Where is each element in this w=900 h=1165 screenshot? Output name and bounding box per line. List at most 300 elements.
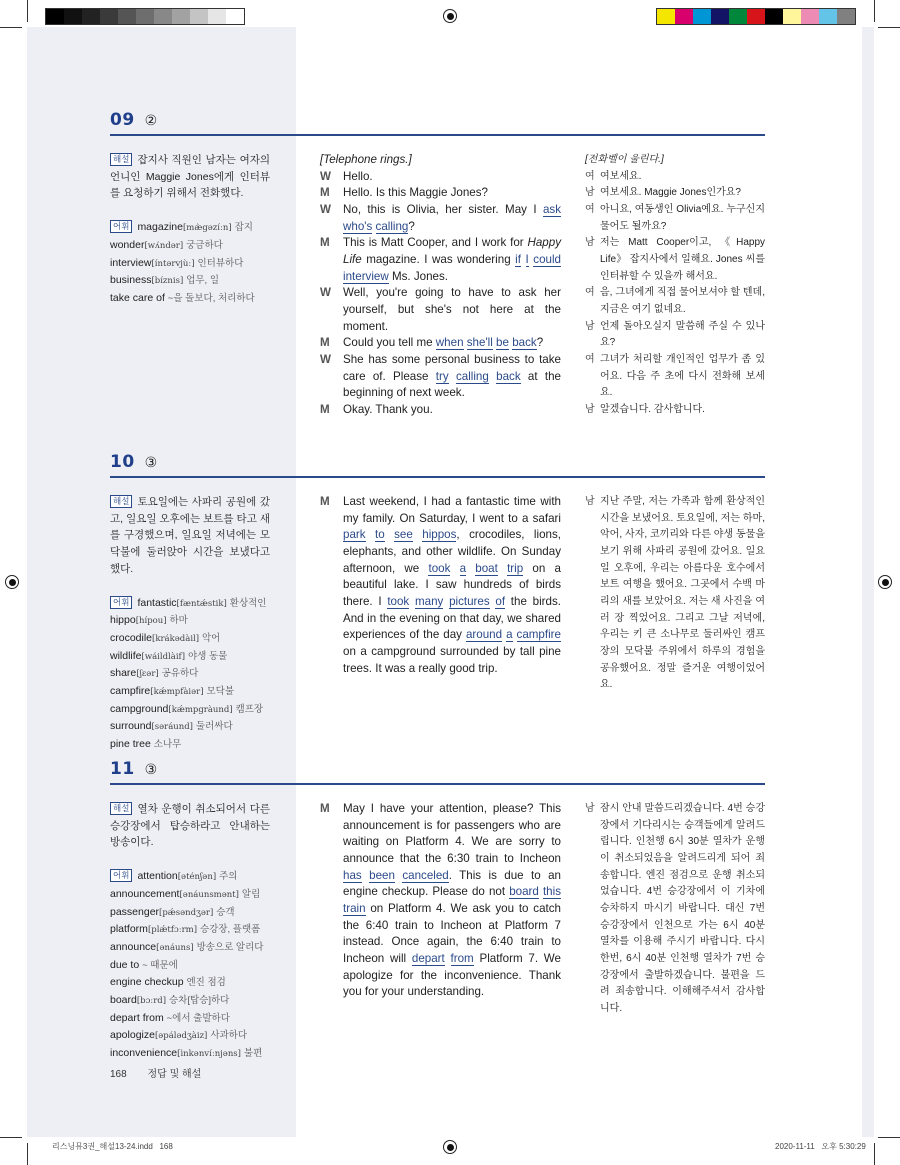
- vocab-meaning: 엔진 점검: [186, 977, 226, 989]
- translation-text: 알겠습니다. 감사합니다.: [600, 403, 705, 415]
- answer-blank-word: campfire: [516, 628, 561, 642]
- translation-line: [585, 169, 765, 186]
- color-swatch: [172, 9, 190, 24]
- vocab-meaning: 캠프장: [235, 703, 264, 715]
- explanation-tag: 해설: [110, 495, 132, 508]
- script-segment: [513, 628, 517, 641]
- answer-choice: ②: [144, 112, 158, 128]
- vocab-word: business: [110, 274, 152, 287]
- answer-blank-word: board: [509, 885, 539, 899]
- color-swatch: [82, 9, 100, 24]
- speaker-label: 남: [585, 403, 595, 415]
- translation-line: [585, 319, 765, 352]
- vocab-item: [110, 1010, 270, 1028]
- crop-mark: [0, 27, 22, 28]
- script-segment: [450, 562, 459, 575]
- explanation-column: [110, 801, 270, 1063]
- translation-line: [585, 352, 765, 402]
- question-number: 10: [110, 452, 135, 472]
- speaker-label: M: [320, 236, 330, 250]
- answer-blank-word: boat: [475, 561, 498, 575]
- answer-blank-word: of: [495, 594, 506, 608]
- script-segment: the birds. And in the evening on that day, we shared experiences of the day: [343, 594, 561, 642]
- translation-column: [585, 494, 765, 694]
- script-text: [343, 185, 561, 202]
- answer-blank-word: she'll: [466, 336, 493, 350]
- script-segment: May I have your attention, please? This announcement is for passengers who are waiting on Platform 4. We are sorry to announce that the 6:30 train to Incheon: [343, 802, 561, 865]
- translation-line: [585, 494, 765, 694]
- script-segment: [498, 562, 507, 575]
- vocab-pronunciation: [ənáunsmənt]: [179, 889, 239, 900]
- script-text: [343, 285, 561, 335]
- vocab-pronunciation: [hípou]: [135, 616, 167, 627]
- vocab-pronunciation: [əpálədʒàiz]: [154, 1031, 208, 1042]
- vocab-word: depart from: [110, 1011, 164, 1024]
- section-header: [110, 110, 765, 136]
- vocab-pronunciation: [krákədàil]: [152, 633, 200, 644]
- color-swatch: [226, 9, 244, 24]
- answer-blank-word: ask: [542, 202, 561, 216]
- answer-blank-word: took: [387, 594, 410, 608]
- vocab-meaning: 악어: [202, 632, 221, 644]
- vocab-pronunciation: [ìnkənvíːnjəns]: [177, 1049, 241, 1060]
- script-segment: ?: [408, 219, 415, 233]
- vocab-tag: 어휘: [110, 596, 132, 609]
- script-line: [320, 285, 561, 335]
- speaker-label: M: [320, 802, 330, 815]
- explanation-column: [110, 494, 270, 754]
- script-column: [320, 801, 561, 1001]
- page-footer: [110, 1065, 201, 1080]
- vocab-item: [110, 237, 270, 255]
- vocab-item: [110, 921, 270, 939]
- answer-blank-word: back: [496, 369, 521, 383]
- vocab-word: campfire: [110, 685, 151, 698]
- vocab-word: campground: [110, 702, 169, 715]
- script-text: [343, 335, 561, 352]
- color-swatch: [136, 9, 154, 24]
- crop-mark: [874, 0, 875, 22]
- color-swatch: [208, 9, 226, 24]
- vocab-word: attention: [137, 870, 178, 883]
- explanation: [110, 494, 270, 578]
- vocab-meaning: 궁금하다: [186, 239, 223, 251]
- vocab-meaning: 인터뷰하다: [197, 257, 244, 269]
- answer-blank-word: when: [435, 336, 464, 350]
- vocab-word: engine checkup: [110, 976, 184, 989]
- script-segment: at the beginning of next week.: [343, 369, 561, 400]
- vocab-word: pine tree: [110, 738, 151, 751]
- vocab-tag: 어휘: [110, 869, 132, 882]
- translation-text: [전화벨이 울린다.]: [585, 154, 664, 165]
- section-header: [110, 452, 765, 478]
- script-segment: No, this is Olivia, her sister. May I: [343, 202, 543, 216]
- vocab-meaning: 모닥불: [206, 686, 235, 698]
- script-segment: Happy Life: [343, 236, 561, 266]
- script-segment: [466, 562, 475, 575]
- vocab-item: [110, 701, 270, 719]
- script-segment: Okay. Thank you.: [343, 402, 433, 416]
- vocab-meaning: 승객: [216, 906, 235, 918]
- vocab-item: [110, 683, 270, 701]
- answer-blank-word: many: [414, 594, 444, 608]
- crop-mark: [27, 0, 28, 22]
- script-segment: on a campground surrounded by tall pine trees. It was a really good trip.: [343, 644, 561, 675]
- explanation-column: [110, 152, 270, 308]
- color-swatch: [46, 9, 64, 24]
- registration-mark-icon: [443, 9, 457, 23]
- vocab-word: take care of: [110, 291, 165, 304]
- answer-blank-word: took: [428, 561, 451, 575]
- vocab-word: announce: [110, 940, 157, 953]
- question-section: [110, 759, 765, 1060]
- speaker-label: 남: [585, 237, 595, 249]
- speaker-label: 여: [585, 353, 595, 365]
- answer-blank-word: who's: [343, 219, 373, 233]
- speaker-label: 여: [585, 203, 595, 215]
- explanation-tag: 해설: [110, 153, 132, 166]
- script-line: [320, 169, 561, 186]
- translation-text: 지난 주말, 저는 가족과 함께 환상적인 시간을 보냈어요. 토요일에, 저는 하마, 악어, 사자, 코끼리와 다른 야생 동물을 보기 위해 사파리 공원에 갔어요. 일요일 오후에, 우리는 아름다운 호수에서 보트 여행을 했어요. 그곳에서 수백 마리의 새를 보았어요. 저는 새 사진을 여러 장 찍었어요. 그리고 그날 저녁에, 우리는 키 큰 소나무로 둘러싸인 캠프장의 모닥불 주위에서 하루의 경험을 공유했어요. 정말 즐거운 여행이었어요.: [600, 496, 765, 691]
- cmyk-color-bar: [656, 8, 856, 25]
- answer-blank-word: has: [343, 868, 362, 882]
- color-swatch: [64, 9, 82, 24]
- vocab-item: [110, 957, 270, 975]
- vocab-item: [110, 868, 270, 886]
- vocab-meaning: 환상적인: [229, 597, 267, 609]
- script-line: [320, 335, 561, 352]
- speaker-label: M: [320, 402, 330, 416]
- color-swatch: [693, 9, 711, 24]
- speaker-label: 여: [585, 170, 595, 182]
- vocab-word: magazine: [137, 221, 183, 234]
- speaker-label: M: [320, 336, 330, 350]
- vocab-meaning: 승강장, 플랫폼: [199, 924, 261, 936]
- vocab-item: [110, 1027, 270, 1045]
- page-number: 168: [110, 1069, 127, 1080]
- crop-mark: [0, 1137, 22, 1138]
- section-header: [110, 759, 765, 785]
- speaker-label: M: [320, 495, 330, 508]
- answer-blank-word: around: [465, 628, 503, 642]
- vocabulary-list: [110, 868, 270, 1063]
- explanation-text: 열차 운행이 취소되어서 다른 승강장에서 탑승하라고 안내하는 방송이다.: [110, 803, 270, 849]
- vocab-pronunciation: [ənáuns]: [156, 942, 194, 953]
- script-segment: Hello.: [343, 169, 373, 183]
- vocab-item: [110, 992, 270, 1010]
- script-line: [320, 185, 561, 202]
- color-swatch: [675, 9, 693, 24]
- translation-column: [585, 801, 765, 1018]
- gray-color-bar: [45, 8, 245, 25]
- explanation-tag: 해설: [110, 802, 132, 815]
- color-swatch: [801, 9, 819, 24]
- script-text: [343, 352, 561, 402]
- translation-text: 잠시 안내 말씀드리겠습니다. 4번 승강장에서 기다리시는 승객들에게 알려드립니다. 인천행 6시 30분 열차가 운행이 취소되었음을 알려드리게 되어 죄송합니다. 엔진 점검으로 운행 취소되었습니다. 4번 승강장에서 이 기차에 승차하지 마시기 바랍니다. 대신 7번 승강장에서 인천으로 가는 6시 40분 열차를 이용해 주시기 바랍니다. 다시 한번, 6시 40분 인천행 열차가 7번 승강장에서 출발하겠습니다. 불편을 드려 죄송합니다. 이해해주셔서 감사합니다.: [600, 803, 765, 1014]
- question-section: [110, 452, 765, 751]
- script-column: [320, 494, 561, 677]
- vocab-word: board: [110, 994, 137, 1007]
- color-swatch: [819, 9, 837, 24]
- vocab-meaning: 주의: [219, 871, 238, 883]
- vocab-item: [110, 648, 270, 666]
- translation-line: [585, 801, 765, 1018]
- translation-column: [585, 152, 765, 419]
- script-segment: Last weekend, I had a fantastic time with my family. On Saturday, I went to a safari: [343, 495, 561, 525]
- vocab-word: interview: [110, 256, 152, 269]
- speaker-label: 남: [585, 320, 595, 332]
- color-swatch: [154, 9, 172, 24]
- script-column: [320, 152, 561, 419]
- vocab-pronunciation: [mæ̀gəzíːn]: [182, 223, 232, 234]
- answer-blank-word: to: [375, 528, 385, 542]
- vocab-pronunciation: [kǽmpgràund]: [168, 704, 233, 715]
- translation-text: 그녀가 처리할 개인적인 업무가 좀 있어요. 다음 주 초에 다시 전화해 보세요.: [600, 353, 765, 399]
- script-segment: Platform 7. We apologize for the inconvenience. Thank you for your understanding.: [343, 951, 561, 999]
- vocab-word: apologize: [110, 1029, 155, 1042]
- vocab-pronunciation: [pǽsəndʒər]: [159, 907, 214, 918]
- vocab-item: [110, 736, 270, 754]
- vocab-pronunciation: [ʃɛər]: [136, 669, 159, 680]
- vocab-meaning: 하마: [169, 615, 188, 627]
- crop-mark: [878, 27, 900, 28]
- script-segment: , crocodiles, lions, elephants, and other wildlife. On Sunday afternoon, we: [343, 528, 561, 575]
- translation-text: 저는 Matt Cooper이고, 《Happy Life》 잡지사에서 일해요. Jones 씨를 인터뷰할 수 있을까 해서요.: [600, 237, 765, 282]
- speaker-label: W: [320, 286, 331, 300]
- answer-blank-word: interview: [343, 269, 389, 283]
- vocab-meaning: 알림: [241, 888, 261, 900]
- script-text: [343, 801, 561, 1001]
- script-line: [320, 235, 561, 285]
- vocab-pronunciation: [kǽmpfàiər]: [150, 687, 204, 698]
- vocab-meaning: 잡지: [234, 222, 253, 234]
- script-segment: [449, 370, 456, 383]
- script-segment: Ms. Jones.: [388, 269, 449, 283]
- translation-text: 언제 돌아오실지 말씀해 주실 수 있나요?: [600, 320, 765, 349]
- answer-choice: ③: [144, 761, 158, 777]
- vocab-item: [110, 1045, 270, 1063]
- vocab-pronunciation: [íntərvjùː]: [151, 258, 195, 269]
- script-line: [320, 202, 561, 235]
- answer-blank-word: try: [435, 369, 449, 383]
- vocab-word: inconvenience: [110, 1047, 178, 1060]
- explanation-text: 잡지사 직원인 남자는 여자의 언니인 Maggie Jones에게 인터뷰를 요청하기 위해서 전화했다.: [110, 154, 270, 200]
- translation-text: 음, 그녀에게 직접 물어보셔야 할 텐데, 지금은 여기 없네요.: [600, 287, 765, 315]
- explanation: [110, 152, 270, 202]
- answer-blank-word: park: [343, 528, 366, 542]
- vocab-item: [110, 219, 270, 237]
- question-number: 09: [110, 110, 135, 130]
- script-line: [320, 402, 561, 419]
- vocab-pronunciation: [bɔːrd]: [136, 996, 167, 1007]
- vocab-item: [110, 255, 270, 273]
- vocab-item: [110, 595, 270, 613]
- explanation-text: 토요일에는 사파리 공원에 갔고, 일요일 오후에는 보트를 타고 새를 구경했으며, 일요일 저녁에는 모닥불에 둘러앉아 시간을 보냈다고 했다.: [110, 496, 270, 575]
- answer-blank-word: pictures: [449, 594, 490, 608]
- vocab-word: passenger: [110, 905, 160, 918]
- crop-mark: [878, 1137, 900, 1138]
- script-segment: on a beautiful lake. I saw hundreds of birds there. I: [343, 561, 561, 608]
- answer-blank-word: this: [542, 885, 561, 899]
- script-segment: [362, 869, 369, 882]
- vocab-meaning: 공유하다: [161, 668, 199, 680]
- answer-blank-word: been: [369, 868, 395, 882]
- speaker-label: W: [320, 169, 331, 183]
- crop-mark: [27, 1143, 28, 1165]
- translation-text: 여보세요. Maggie Jones인가요?: [600, 187, 741, 199]
- translation-line: [585, 285, 765, 318]
- script-text: [343, 202, 561, 235]
- script-segment: [445, 952, 451, 965]
- script-segment: [Telephone rings.]: [320, 153, 412, 166]
- script-segment: This is Matt Cooper, and I work for: [343, 236, 528, 250]
- script-line: [320, 801, 561, 1001]
- vocab-item: [110, 886, 270, 904]
- script-text: [343, 494, 561, 677]
- vocab-word: wildlife: [110, 649, 142, 662]
- script-segment: . This is due to an engine checkup. Please do not: [343, 868, 561, 899]
- answer-blank-word: from: [450, 951, 474, 965]
- explanation: [110, 801, 270, 851]
- vocab-item: [110, 939, 270, 957]
- speaker-label: 여: [585, 287, 595, 299]
- color-swatch: [765, 9, 783, 24]
- speaker-label: 남: [585, 803, 595, 814]
- vocab-word: share: [110, 667, 137, 680]
- vocab-word: wonder: [110, 238, 145, 251]
- translation-line: [585, 152, 765, 169]
- vocab-meaning: ~에서 출발하다: [166, 1012, 230, 1024]
- script-segment: Hello. Is this Maggie Jones?: [343, 186, 488, 200]
- speaker-label: W: [320, 202, 331, 216]
- question-section: [110, 110, 765, 416]
- translation-line: [585, 185, 765, 202]
- vocab-meaning: ~ 때문에: [142, 959, 178, 971]
- script-text: [320, 152, 561, 169]
- vocab-tag: 어휘: [110, 220, 132, 233]
- slug-timestamp: 2020-11-11 오후 5:30:29: [775, 1142, 866, 1151]
- slug-filename: 리스닝뮤3권_해설13-24.indd 168: [52, 1142, 173, 1151]
- answer-blank-word: trip: [507, 561, 524, 575]
- right-margin-strip: [862, 27, 874, 1137]
- speaker-label: 남: [585, 496, 595, 507]
- vocabulary-list: [110, 219, 270, 308]
- script-segment: [521, 253, 526, 266]
- answer-blank-word: train: [343, 901, 366, 915]
- translation-text: 여보세요.: [600, 170, 642, 182]
- vocab-item: [110, 904, 270, 922]
- vocab-meaning: 방송으로 알리다: [196, 941, 264, 953]
- translation-line: [585, 202, 765, 235]
- script-segment: [385, 528, 394, 541]
- translation-line: [585, 402, 765, 419]
- vocab-meaning: 불편: [243, 1048, 263, 1060]
- crop-mark: [874, 1143, 875, 1165]
- vocab-meaning: 야생 동물: [187, 650, 228, 662]
- vocab-meaning: 승차[탑승]하다: [168, 995, 230, 1007]
- vocab-pronunciation: [plǽtfɔːrm]: [147, 925, 198, 936]
- script-segment: ?: [536, 336, 544, 350]
- color-swatch: [118, 9, 136, 24]
- script-text: [343, 402, 561, 419]
- vocab-meaning: 사과하다: [210, 1030, 248, 1042]
- vocab-meaning: ~을 돌보다, 처리하다: [167, 292, 255, 304]
- answer-blank-word: could: [533, 252, 561, 266]
- script-segment: magazine. I was wondering: [361, 252, 516, 266]
- registration-mark-icon: [878, 575, 892, 589]
- speaker-label: W: [320, 352, 331, 366]
- vocab-pronunciation: [wʌ́ndər]: [144, 240, 184, 251]
- vocab-word: due to: [110, 958, 140, 971]
- answer-blank-word: calling: [375, 219, 409, 233]
- vocab-item: [110, 272, 270, 290]
- answer-blank-word: calling: [455, 369, 489, 383]
- color-swatch: [783, 9, 801, 24]
- vocab-item: [110, 290, 270, 308]
- color-swatch: [711, 9, 729, 24]
- speaker-label: 남: [585, 187, 595, 199]
- registration-mark-icon: [5, 575, 19, 589]
- vocab-word: crocodile: [110, 631, 153, 644]
- question-number: 11: [110, 759, 135, 779]
- script-segment: She has some personal business to take care of. Please: [343, 352, 561, 383]
- color-swatch: [100, 9, 118, 24]
- script-line: [320, 352, 561, 402]
- vocab-meaning: 둘러싸다: [195, 721, 233, 733]
- speaker-label: M: [320, 186, 330, 200]
- vocab-pronunciation: [fæntǽstik]: [176, 598, 227, 609]
- vocabulary-list: [110, 595, 270, 754]
- vocab-word: hippo: [110, 614, 136, 627]
- answer-blank-word: depart: [411, 951, 445, 965]
- color-swatch: [657, 9, 675, 24]
- script-segment: [413, 528, 422, 541]
- script-line: [320, 494, 561, 677]
- vocab-meaning: 업무, 일: [186, 275, 220, 287]
- vocab-word: surround: [110, 720, 152, 733]
- vocab-word: fantastic: [137, 596, 177, 609]
- vocab-pronunciation: [əténʃən]: [177, 872, 217, 883]
- answer-blank-word: be: [496, 336, 509, 350]
- answer-blank-word: canceled: [402, 868, 449, 882]
- answer-blank-word: if: [515, 252, 521, 266]
- vocab-item: [110, 718, 270, 736]
- vocab-meaning: 소나무: [153, 739, 182, 751]
- translation-text: 아니요, 여동생인 Olivia예요. 누구신지 물어도 될까요?: [600, 203, 765, 232]
- footer-label: 정답 및 해설: [147, 1069, 202, 1080]
- color-swatch: [190, 9, 208, 24]
- answer-blank-word: back: [512, 336, 537, 350]
- answer-blank-word: I: [525, 252, 529, 266]
- vocab-item: [110, 974, 270, 992]
- registration-mark-icon: [443, 1140, 457, 1154]
- answer-choice: ③: [144, 454, 158, 470]
- color-swatch: [747, 9, 765, 24]
- color-swatch: [729, 9, 747, 24]
- script-segment: Well, you're going to have to ask her yourself, but she's not here at the moment.: [343, 286, 561, 333]
- script-text: [343, 169, 561, 186]
- vocab-pronunciation: [səráund]: [151, 722, 193, 733]
- answer-blank-word: a: [459, 561, 467, 575]
- translation-line: [585, 235, 765, 285]
- answer-blank-word: a: [506, 628, 513, 642]
- script-segment: [366, 528, 375, 541]
- vocab-pronunciation: [wáildlàif]: [141, 651, 186, 662]
- script-segment: Could you tell me: [343, 336, 436, 350]
- script-segment: on Platform 4. We ask you to catch the 6:40 train to Incheon at Platform 7 instead. Once again, the 6:40 train to Incheon will: [343, 901, 561, 965]
- color-swatch: [837, 9, 855, 24]
- script-text: [343, 235, 561, 285]
